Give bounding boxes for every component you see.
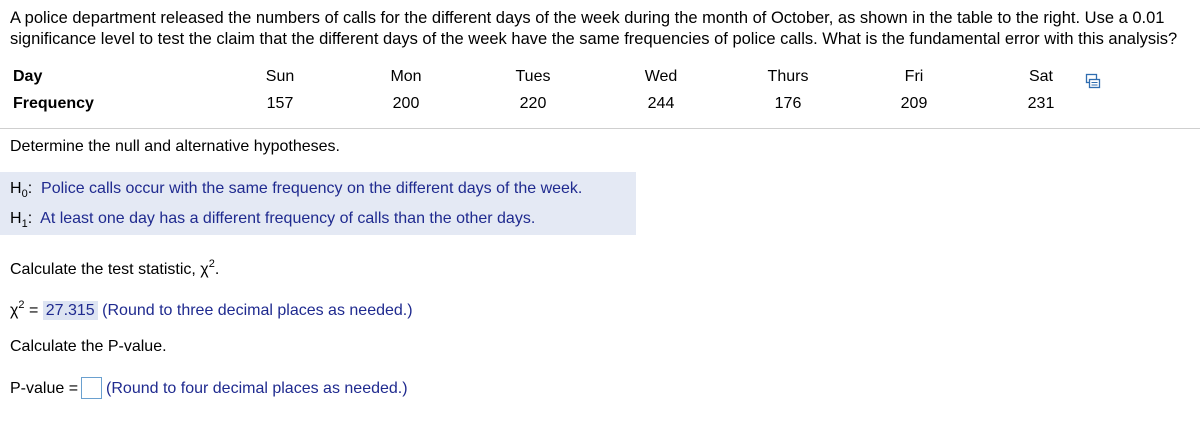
day-cell: Tues <box>515 68 551 85</box>
null-hypothesis-text: Police calls occur with the same frequency on the different days of the week. <box>41 180 583 197</box>
frequency-cell: 231 <box>1027 95 1055 112</box>
frequency-cell: 176 <box>774 95 802 112</box>
alternative-hypothesis: $H_1$: At least one day has a different frequency of calls than the other days. <box>10 209 535 234</box>
day-cell: Fri <box>904 68 924 85</box>
alternative-hypothesis-text: At least one day has a different frequency of calls than the other days. <box>40 210 536 227</box>
copy-table-icon[interactable] <box>1085 73 1101 89</box>
null-hypothesis: $H_0$: Police calls occur with the same frequency on the different days of the week. <box>10 179 582 204</box>
h1-symbol: $H_1$ <box>10 210 28 230</box>
question-text: A police department released the numbers of calls for the different days of the week during the month of October, as shown in the table to the right. Use a 0.01 significance level to test the claim that the different days of the week have the same frequencies of police calls. What is the fundamental error with this analysis? <box>10 9 1178 48</box>
day-cell: Sun <box>265 68 295 85</box>
p-value-input[interactable] <box>81 377 102 399</box>
p-value-prompt: Calculate the P-value. <box>10 338 167 355</box>
frequency-table <box>0 68 1200 120</box>
day-cell: Mon <box>390 68 422 85</box>
frequency-cell: 244 <box>647 95 675 112</box>
frequency-cell: 209 <box>900 95 928 112</box>
day-row <box>0 68 1200 88</box>
day-cell: Sat <box>1028 68 1053 85</box>
test-statistic-answer: $\chi^2 = 27.315$ (Round to three decimal places as needed.) <box>10 299 413 319</box>
p-value-row <box>10 377 408 399</box>
p-value-label: P-value = <box>10 380 79 397</box>
test-statistic-value: 27.315 <box>43 301 98 320</box>
frequency-cell: 200 <box>392 95 420 112</box>
day-row-label: Day <box>13 68 43 85</box>
hypotheses-answer-box <box>0 172 636 235</box>
frequency-row-label: Frequency <box>13 95 94 112</box>
day-cell: Thurs <box>767 68 809 85</box>
hypotheses-prompt: Determine the null and alternative hypotheses. <box>10 138 340 155</box>
frequency-row <box>0 95 1200 115</box>
frequency-cell: 220 <box>519 95 547 112</box>
p-value-note: (Round to four decimal places as needed.) <box>106 380 408 397</box>
frequency-cell: 157 <box>266 95 294 112</box>
test-statistic-note: (Round to three decimal places as needed.) <box>102 302 413 319</box>
h0-symbol: $H_0$ <box>10 180 28 200</box>
test-statistic-prompt: Calculate the test statistic, $\chi^2$. <box>10 258 220 278</box>
day-cell: Wed <box>644 68 678 85</box>
section-divider <box>0 128 1200 129</box>
